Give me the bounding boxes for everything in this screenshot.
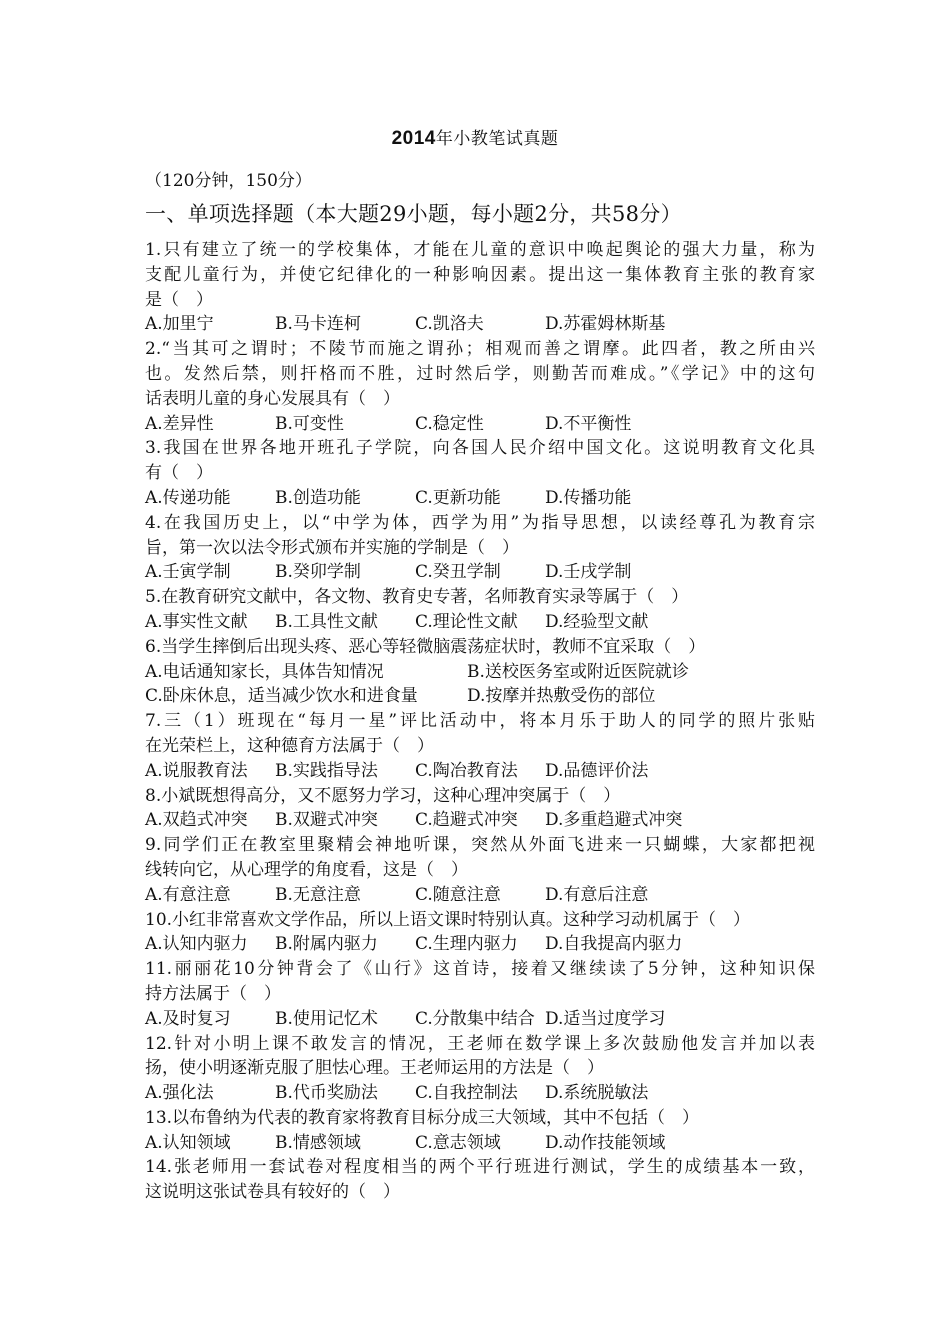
- question-text-line: 线转向它，从心理学的角度看，这是（ ）: [145, 859, 468, 880]
- answer-option: D.不平衡性: [545, 413, 632, 434]
- answer-option: C.分散集中结合: [415, 1008, 535, 1029]
- option-row: [145, 932, 815, 957]
- question-text-line: 话表明儿童的身心发展具有（ ）: [145, 388, 400, 409]
- answer-option: D.多重趋避式冲突: [545, 810, 683, 831]
- answer-option: A.事实性文献: [145, 611, 248, 632]
- answer-option: A.差异性: [145, 413, 214, 434]
- answer-option: A.传递功能: [145, 487, 231, 508]
- answer-option: C.趋避式冲突: [415, 810, 518, 831]
- answer-option: D.经验型文献: [545, 611, 649, 632]
- answer-option: A.认知内驱力: [145, 934, 248, 955]
- question-text-line: 1.只有建立了统一的学校集体，才能在儿童的意识中唤起舆论的强大力量，称为: [145, 240, 815, 260]
- answer-option: C.癸丑学制: [415, 562, 501, 583]
- answer-option: B.无意注意: [275, 884, 361, 905]
- answer-option: B.代币奖励法: [275, 1083, 378, 1104]
- option-row: [145, 412, 815, 437]
- option-row: [145, 684, 815, 709]
- question-list: [145, 238, 815, 1205]
- answer-option: D.苏霍姆林斯基: [545, 314, 666, 335]
- section-heading: 一、单项选择题（本大题29小题，每小题2分，共58分）: [145, 202, 682, 226]
- answer-option: D.动作技能领域: [545, 1132, 666, 1153]
- answer-option: D.按摩并热敷受伤的部位: [467, 686, 656, 707]
- question-text-line: 这说明这张试卷具有较好的（ ）: [145, 1182, 400, 1203]
- answer-option: C.理论性文献: [415, 611, 518, 632]
- answer-option: C.更新功能: [415, 487, 501, 508]
- answer-option: C.自我控制法: [415, 1083, 518, 1104]
- option-row: [145, 1081, 815, 1106]
- answer-option: D.适当过度学习: [545, 1008, 666, 1029]
- answer-option: C.卧床休息，适当减少饮水和进食量: [145, 686, 418, 707]
- answer-option: A.壬寅学制: [145, 562, 231, 583]
- question-text-line: 旨，第一次以法令形式颁布并实施的学制是（ ）: [145, 537, 519, 558]
- title-text: 年小教笔试真题: [435, 129, 559, 149]
- answer-option: D.传播功能: [545, 487, 632, 508]
- question-text-line: 12.针对小明上课不敢发言的情况，王老师在数学课上多次鼓励他发言并加以表: [145, 1033, 815, 1054]
- title-year: 2014: [391, 128, 436, 149]
- answer-option: B.马卡连柯: [275, 314, 361, 335]
- question-text-line: 支配儿童行为，并使它纪律化的一种影响因素。提出这一集体教育主张的教育家: [145, 264, 815, 285]
- answer-option: B.可变性: [275, 413, 344, 434]
- answer-option: C.稳定性: [415, 413, 484, 434]
- question-text-line: 13.以布鲁纳为代表的教育家将教育目标分成三大领域，其中不包括（ ）: [145, 1107, 700, 1128]
- answer-option: D.系统脱敏法: [545, 1083, 649, 1104]
- question-text-line: 也。发然后禁，则扞格而不胜，过时然后学，则勤苦而难成。”《学记》中的这句: [145, 363, 815, 384]
- question-text-line: 4.在我国历史上，以“中学为体，西学为用”为指导思想，以读经尊孔为教育宗: [145, 512, 815, 533]
- answer-option: A.及时复习: [145, 1008, 231, 1029]
- option-row: [145, 883, 815, 908]
- answer-option: B.情感领域: [275, 1132, 361, 1153]
- question-text-line: 11.丽丽花10分钟背会了《山行》这首诗，接着又继续读了5分钟，这种知识保: [145, 959, 815, 980]
- answer-option: C.凯洛夫: [415, 314, 484, 335]
- answer-option: B.送校医务室或附近医院就诊: [467, 661, 689, 682]
- answer-option: A.双趋式冲突: [145, 810, 248, 831]
- question-text-line: 持方法属于（ ）: [145, 983, 281, 1004]
- question-text-line: 是（ ）: [145, 289, 213, 310]
- answer-option: C.意志领域: [415, 1132, 501, 1153]
- answer-option: B.附属内驱力: [275, 934, 378, 955]
- answer-option: A.加里宁: [145, 314, 214, 335]
- question-text-line: 9.同学们正在教室里聚精会神地听课，突然从外面飞进来一只蝴蝶，大家都把视: [145, 835, 815, 856]
- answer-option: C.随意注意: [415, 884, 501, 905]
- answer-option: B.工具性文献: [275, 611, 378, 632]
- question-text-line: 3.我国在世界各地开班孔子学院，向各国人民介绍中国文化。这说明教育文化具: [145, 438, 815, 459]
- option-row: [145, 759, 815, 784]
- option-row: [145, 610, 815, 635]
- question-text-line: 5.在教育研究文献中，各文物、教育史专著，名师教育实录等属于（ ）: [145, 587, 689, 608]
- question-text-line: 在光荣栏上，这种德育方法属于（ ）: [145, 735, 434, 756]
- answer-option: A.电话通知家长，具体告知情况: [145, 661, 384, 682]
- option-row: [145, 660, 815, 685]
- exam-duration-score: （120分钟，150分）: [145, 171, 312, 191]
- question-text-line: 14.张老师用一套试卷对程度相当的两个平行班进行测试，学生的成绩基本一致，: [145, 1157, 815, 1178]
- question-text-line: 8.小斌既想得高分，又不愿努力学习，这种心理冲突属于（ ）: [145, 785, 621, 806]
- question-text-line: 有（ ）: [145, 463, 213, 484]
- answer-option: C.生理内驱力: [415, 934, 518, 955]
- answer-option: B.癸卯学制: [275, 562, 361, 583]
- option-row: [145, 808, 815, 833]
- question-text-line: 扬，使小明逐渐克服了胆怯心理。王老师运用的方法是（ ）: [145, 1058, 604, 1079]
- answer-option: B.实践指导法: [275, 760, 378, 781]
- answer-option: C.陶冶教育法: [415, 760, 518, 781]
- answer-option: D.品德评价法: [545, 760, 649, 781]
- option-row: [145, 312, 815, 337]
- option-row: [145, 1007, 815, 1032]
- question-text-line: 6.当学生摔倒后出现头疼、恶心等轻微脑震荡症状时，教师不宜采取（ ）: [145, 636, 706, 657]
- answer-option: A.说服教育法: [145, 760, 248, 781]
- option-row: [145, 1131, 815, 1156]
- option-row: [145, 560, 815, 585]
- question-text-line: 7.三（1）班现在“每月一星”评比活动中，将本月乐于助人的同学的照片张贴: [145, 711, 815, 732]
- answer-option: B.使用记忆术: [275, 1008, 378, 1029]
- answer-option: B.双避式冲突: [275, 810, 378, 831]
- question-text-line: 10.小红非常喜欢文学作品，所以上语文课时特别认真。这种学习动机属于（ ）: [145, 909, 751, 930]
- answer-option: D.有意后注意: [545, 884, 649, 905]
- document-title: [0, 124, 950, 150]
- answer-option: D.壬戌学制: [545, 562, 632, 583]
- answer-option: A.强化法: [145, 1083, 214, 1104]
- answer-option: D.自我提高内驱力: [545, 934, 683, 955]
- answer-option: B.创造功能: [275, 487, 361, 508]
- question-text-line: 2.“当其可之谓时；不陵节而施之谓孙；相观而善之谓摩。此四者，教之所由兴: [145, 339, 815, 360]
- answer-option: A.有意注意: [145, 884, 231, 905]
- option-row: [145, 486, 815, 511]
- answer-option: A.认知领域: [145, 1132, 231, 1153]
